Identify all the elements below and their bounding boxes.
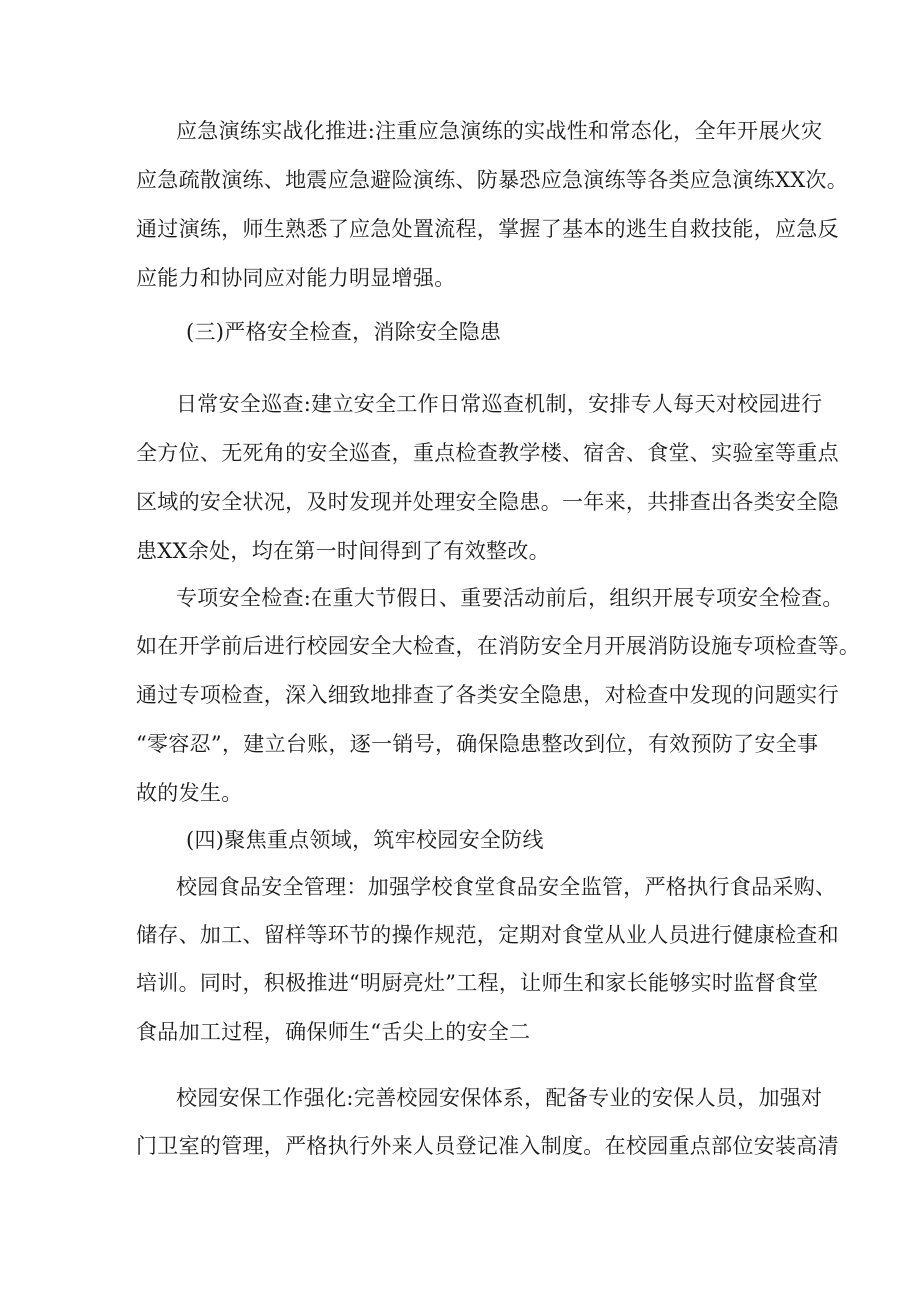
paragraph-daily-patrol-line-3: 区域的安全状况，及时发现并处理安全隐患。一年来，共排查出各类安全隐 (136, 490, 839, 514)
section-heading-key-areas: (四)聚焦重点领域，筑牢校园安全防线 (186, 828, 544, 852)
paragraph-security-line-1: 校园安保工作强化:完善校园安保体系，配备专业的安保人员，加强对 (176, 1086, 823, 1110)
paragraph-special-inspection-line-1: 专项安全检查:在重大节假日、重要活动前后，组织开展专项安全检查。 (176, 586, 844, 610)
section-heading-safety-inspection: (三)严格安全检查，消除安全隐患 (186, 320, 502, 344)
paragraph-special-inspection-line-3: 通过专项检查，深入细致地排查了各类安全隐患，对检查中发现的问题实行 (136, 683, 839, 707)
paragraph-emergency-drill-line-3: 通过演练，师生熟悉了应急处置流程，掌握了基本的逃生自救技能，应急反 (136, 217, 839, 241)
paragraph-emergency-drill-line-2: 应急疏散演练、地震应急避险演练、防暴恐应急演练等各类应急演练XX次。 (136, 168, 849, 192)
paragraph-security-line-2: 门卫室的管理，严格执行外来人员登记准入制度。在校园重点部位安装高清 (136, 1134, 839, 1158)
paragraph-daily-patrol-line-1: 日常安全巡查:建立安全工作日常巡查机制，安排专人每天对校园进行 (176, 392, 823, 416)
paragraph-food-safety-line-4: 食品加工过程，确保师生“舌尖上的安全二 (136, 1020, 531, 1044)
paragraph-special-inspection-line-5: 故的发生。 (136, 781, 243, 805)
paragraph-emergency-drill-line-1: 应急演练实战化推进:注重应急演练的实战性和常态化，全年开展火灾 (176, 119, 823, 143)
paragraph-daily-patrol-line-4: 患XX余处，均在第一时间得到了有效整改。 (136, 539, 550, 563)
paragraph-emergency-drill-line-4: 应能力和协同应对能力明显增强。 (136, 266, 456, 290)
paragraph-special-inspection-line-4: “零容忍”，建立台账，逐一销号，确保隐患整改到位，有效预防了安全事 (136, 732, 819, 756)
paragraph-daily-patrol-line-2: 全方位、无死角的安全巡查，重点检查教学楼、宿舍、食堂、实验室等重点 (136, 441, 839, 465)
paragraph-food-safety-line-1: 校园食品安全管理：加强学校食堂食品安全监管，严格执行食品采购、 (176, 875, 837, 899)
paragraph-special-inspection-line-2: 如在开学前后进行校园安全大检查，在消防安全月开展消防设施专项检查等。 (136, 634, 861, 658)
paragraph-food-safety-line-3: 培训。同时，积极推进“明厨亮灶”工程，让师生和家长能够实时监督食堂 (136, 971, 819, 995)
paragraph-food-safety-line-2: 储存、加工、留样等环节的操作规范，定期对食堂从业人员进行健康检查和 (136, 923, 839, 947)
